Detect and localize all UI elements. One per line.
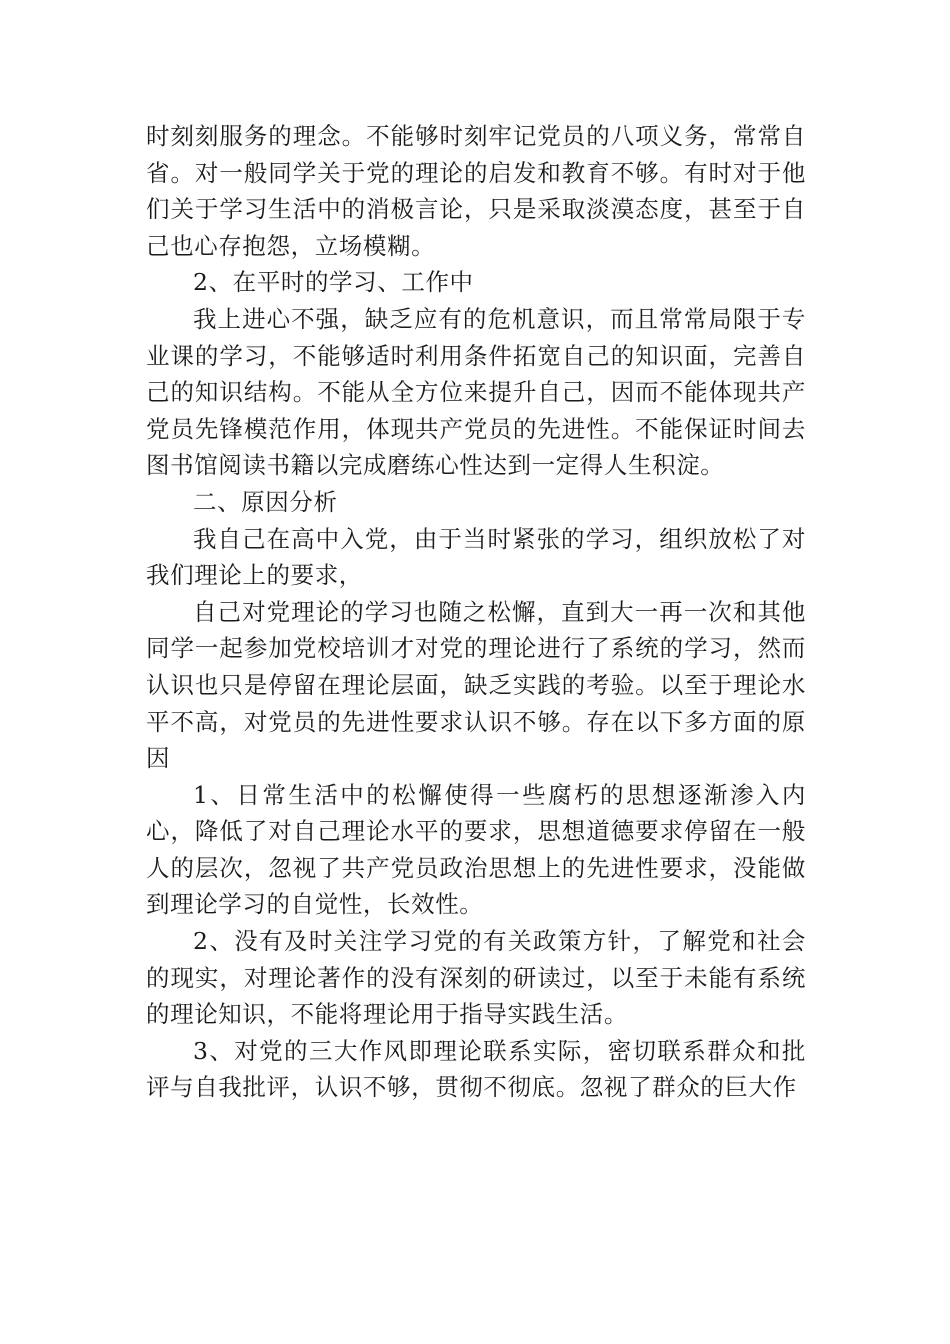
paragraph: 时刻刻服务的理念。不能够时刻牢记党员的八项义务，常常自省。对一般同学关于党的理论的启发和教育不够。有时对于他们关于学习生活中的消极言论，只是采取淡漠态度，甚至于自己也心存抱怨，立场模糊。 [146, 122, 806, 260]
paragraph: 我自己在高中入党，由于当时紧张的学习，组织放松了对我们理论上的要求， [146, 524, 806, 590]
document-page [146, 118, 806, 1106]
paragraph: 我上进心不强，缺乏应有的危机意识，而且常常局限于专业课的学习，不能够适时利用条件拓宽自己的知识面，完善自己的知识结构。不能从全方位来提升自己，因而不能体现共产党员先锋模范作用，体现共产党员的先进性。不能保证时间去图书馆阅读书籍以完成磨练心性达到一定得人生积淀。 [146, 304, 806, 480]
paragraph: 1、日常生活中的松懈使得一些腐朽的思想逐渐渗入内心，降低了对自己理论水平的要求，思想道德要求停留在一般人的层次，忽视了共产党员政治思想上的先进性要求，没能做到理论学习的自觉性，长效性。 [146, 780, 806, 919]
paragraph: 3、对党的三大作风即理论联系实际，密切联系群众和批评与自我批评，认识不够，贯彻不彻底。忽视了群众的巨大作 [146, 1036, 806, 1102]
paragraph: 2、没有及时关注学习党的有关政策方针，了解党和社会的现实，对理论著作的没有深刻的研读过，以至于未能有系统的理论知识，不能将理论用于指导实践生活。 [146, 927, 806, 1029]
paragraph: 自己对党理论的学习也随之松懈，直到大一再一次和其他同学一起参加党校培训才对党的理论进行了系统的学习，然而认识也只是停留在理论层面，缺乏实践的考验。以至于理论水平不高，对党员的先进性要求认识不够。存在以下多方面的原因 [146, 597, 806, 773]
section-subheading: 2、在平时的学习、工作中 [193, 268, 474, 297]
section-heading: 二、原因分析 [193, 487, 338, 516]
